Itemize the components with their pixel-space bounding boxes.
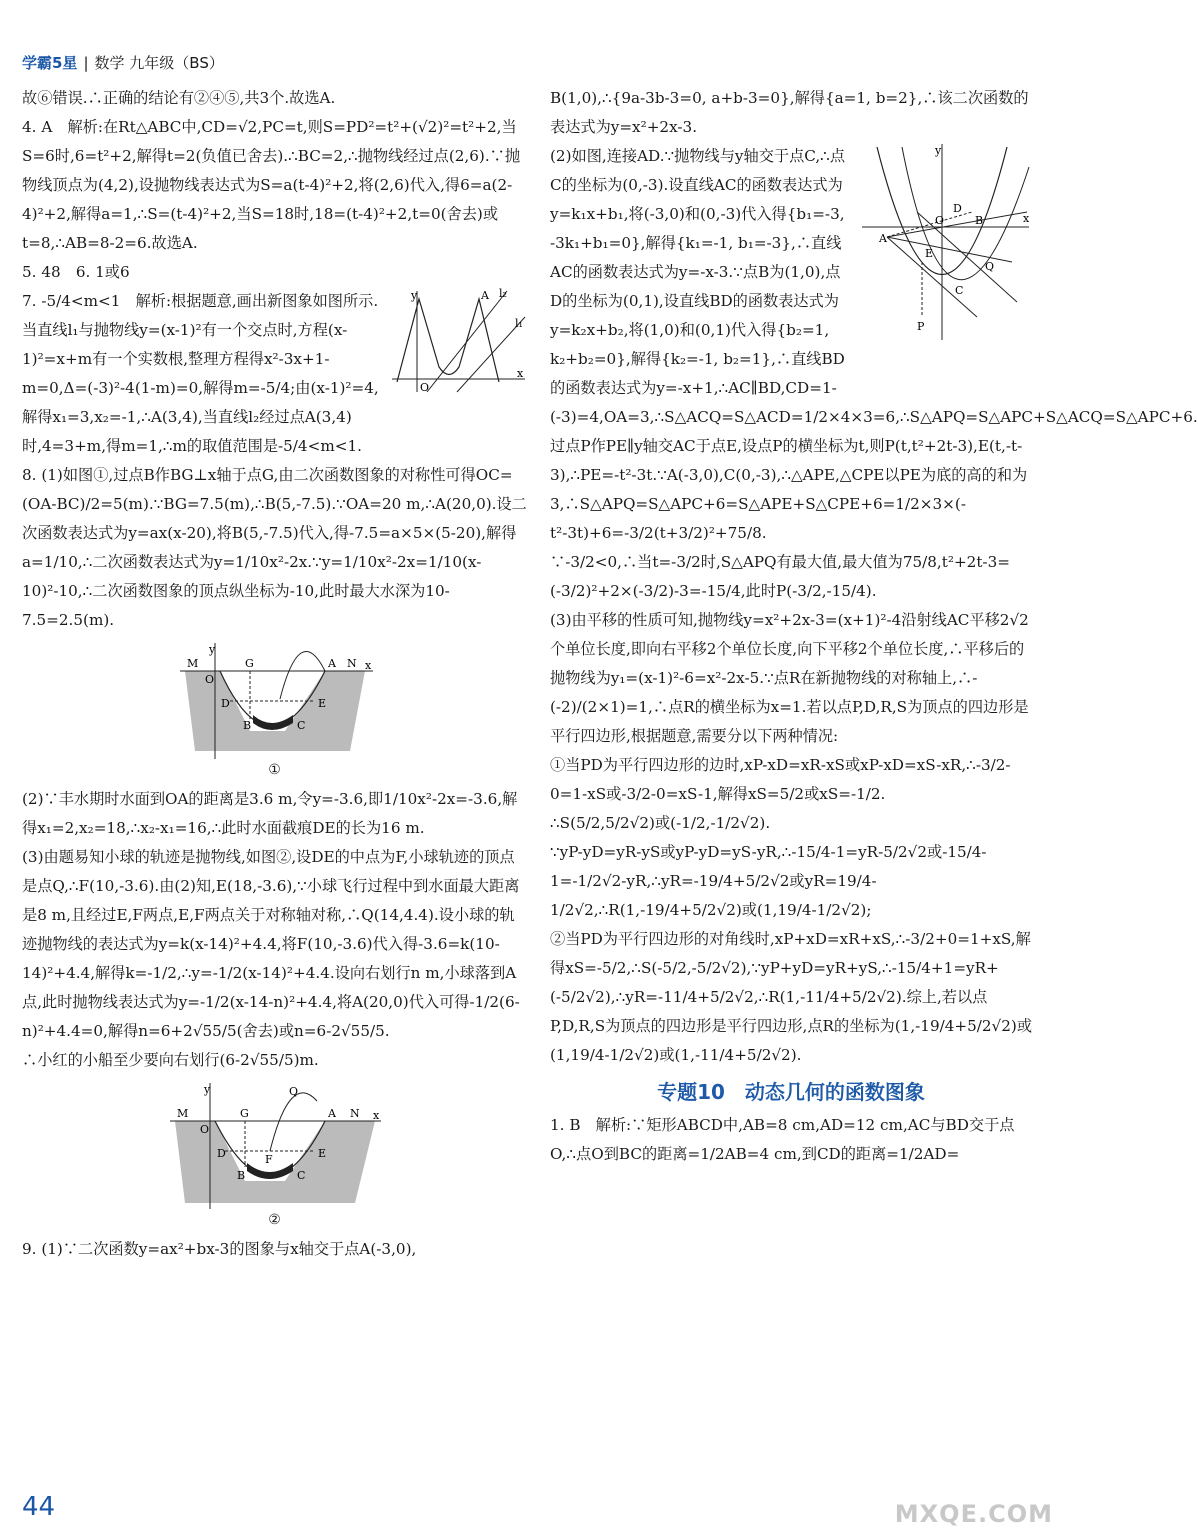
paragraph: 故⑥错误.∴正确的结论有②④⑤,共3个.故选A.	[22, 89, 336, 107]
fig-label: A	[327, 1107, 336, 1120]
fig-label: C	[296, 1169, 305, 1182]
paragraph: B(1,0),∴{9a-3b-3=0, a+b-3=0},解得{a=1, b=2},∴该二次函数的表达式为y=x²+2x-3.	[550, 89, 1029, 136]
fig-label: x	[364, 659, 371, 672]
fig-label: x	[517, 367, 524, 380]
fig-label: x	[372, 1109, 379, 1122]
paragraph: ∴小红的小船至少要向右划行(6-2√55/5)m.	[22, 1051, 319, 1069]
fig-label: E	[925, 247, 934, 260]
paragraph: 过点P作PE∥y轴交AC于点E,设点P的横坐标为t,则P(t,t²+2t-3),E(t,-t-3),∴PE=-t²-3t.∵A(-3,0),C(0,-3),∴△APE,△CPE以PE为底的高的和为3,∴S△APQ=S△APC+6=S△APE+S△CPE+6=1/2×3×(-t²-3t)+6=-3/2(t+3/2)²+75/8.	[550, 437, 1028, 542]
fig-label: y	[203, 1083, 210, 1096]
paragraph: ∴S(5/2,5/2√2)或(-1/2,-1/2√2).	[550, 814, 771, 832]
paragraph: ∵yP-yD=yR-yS或yP-yD=yS-yR,∴-15/4-1=yR-5/2√2或-15/4-1=-1/2√2-yR,∴yR=-19/4+5/2√2或yR=19/4-1/2√2,∴R(1,-19/4+5/2√2)或(1,19/4-1/2√2);	[550, 843, 987, 919]
paragraph: (2)如图,连接AD.∵抛物线与y轴交于点C,∴点C的坐标为(0,-3).设直线AC的函数表达式为y=k₁x+b₁,将(-3,0)和(0,-3)代入得{b₁=-3, -3k₁+b₁=0},解得{k₁=-1, b₁=-3},∴直线AC的函数表达式为y=-x-3.∵点B为(1,0),点D的坐标为(0,1),设直线BD的函数表达式为y=k₂x+b₂,将(1,0)和(0,1)代入得{b₂=1, k₂+b₂=0},解得{k₂=-1, b₂=1},∴直线BD的函数表达式为y=-x+1,∴AC∥BD,CD=1-(-3)=4,OA=3,∴S△ACQ=S△ACD=1/2×4×3=6,∴S△APQ=S△APC+S△ACQ=S△APC+6.	[550, 147, 1198, 426]
left-column	[22, 84, 527, 1264]
fig-label: B	[242, 719, 251, 732]
fig-label: G	[239, 1107, 249, 1120]
fig-label: l₁	[515, 317, 523, 330]
fig-label: N	[349, 1107, 360, 1120]
fig-label: D	[953, 202, 962, 215]
paragraph: ①当PD为平行四边形的边时,xP-xD=xR-xS或xP-xD=xS-xR,∴-3/2-0=1-xS或-3/2-0=xS-1,解得xS=5/2或xS=-1/2.	[550, 756, 1011, 803]
fig-label: l₂	[499, 287, 507, 300]
fig-label: B	[236, 1169, 245, 1182]
fig-label: M	[186, 657, 198, 670]
right-column	[550, 84, 1198, 1169]
paragraph: (2)∵丰水期时水面到OA的距离是3.6 m,令y=-3.6,即1/10x²-2x=-3.6,解得x₁=2,x₂=18,∴x₂-x₁=16,∴此时水面截痕DE的长为16 m.	[22, 790, 518, 837]
fig-label: E	[317, 1147, 326, 1160]
fig-label: O	[199, 1123, 209, 1136]
fig-label: C	[955, 284, 964, 297]
paragraph: 1. B 解析:∵矩形ABCD中,AB=8 cm,AD=12 cm,AC与BD交于点O,∴点O到BC的距离=1/2AB=4 cm,到CD的距离=1/2AD=	[550, 1116, 1015, 1163]
fig-label: M	[176, 1107, 188, 1120]
paragraph: (3)由题易知小球的轨迹是抛物线,如图②,设DE的中点为F,小球轨迹的顶点是点Q,∴F(10,-3.6).由(2)知,E(18,-3.6),∵小球飞行过程中到水面最大距离是8 m,且经过E,F两点,E,F两点关于对称轴对称,∴Q(14,4.4).设小球的轨迹抛物线的表达式为y=k(x-14)²+4.4,将F(10,-3.6)代入得-3.6=k(10-14)²+4.4,解得k=-1/2,∴y=-1/2(x-14)²+4.4.设向右划行n m,小球落到A点,此时抛物线表达式为y=-1/2(x-14-n)²+4.4,将A(20,0)代入可得-1/2(6-n)²+4.4=0,解得n=6+2√55/5(舍去)或n=6-2√55/5.	[22, 848, 520, 1040]
fig-label: y	[935, 144, 942, 157]
fig-label: N	[346, 657, 357, 670]
figure-caption: ②	[268, 1212, 281, 1228]
fig-label: O	[420, 381, 430, 394]
page-header: 学霸5星 | 数学 九年级（BS）	[22, 54, 224, 72]
paragraph: 9. (1)∵二次函数y=ax²+bx-3的图象与x轴交于点A(-3,0),	[22, 1240, 417, 1258]
figure-q7	[387, 287, 527, 407]
paragraph: 5. 48 6. 1或6	[22, 263, 130, 281]
figure-2	[22, 1081, 527, 1229]
fig-label: E	[317, 697, 326, 710]
fig-label: D	[220, 697, 230, 710]
fig-label: y	[208, 643, 215, 656]
fig-label: O	[204, 673, 214, 686]
fig-label: G	[244, 657, 254, 670]
figure-caption: ①	[268, 762, 281, 778]
fig-label: F	[264, 1153, 273, 1166]
paragraph: (3)由平移的性质可知,抛物线y=x²+2x-3=(x+1)²-4沿射线AC平移2√2个单位长度,即向右平移2个单位长度,向下平移2个单位长度,∴平移后的抛物线为y₁=(x-1)²-6=x²-2x-5.∵点R在新抛物线的对称轴上,∴-(-2)/(2×1)=1,∴点R的横坐标为x=1.若以点P,D,R,S为顶点的四边形是平行四边形,根据题意,需要分以下两种情况:	[550, 611, 1029, 745]
paragraph: ②当PD为平行四边形的对角线时,xP+xD=xR+xS,∴-3/2+0=1+xS,解得xS=-5/2,∴S(-5/2,-5/2√2),∵yP+yD=yR+yS,∴-15/4+1=yR+(-5/2√2),∴yR=-11/4+5/2√2,∴R(1,-11/4+5/2√2).综上,若以点P,D,R,S为顶点的四边形是平行四边形,点R的坐标为(1,-19/4+5/2√2)或(1,19/4-1/2√2)或(1,-11/4+5/2√2).	[550, 930, 1033, 1064]
fig-label: A	[879, 232, 887, 245]
fig-label: A	[327, 657, 336, 670]
subject-label: 数学	[94, 54, 125, 72]
fig-label: Q	[985, 260, 995, 273]
fig-label: y	[411, 289, 418, 302]
paragraph: ∵-3/2<0,∴当t=-3/2时,S△APQ有最大值,最大值为75/8,t²+2t-3=(-3/2)²+2×(-3/2)-3=-15/4,此时P(-3/2,-15/4).	[550, 553, 1010, 600]
fig-label: A	[481, 289, 489, 302]
fig-label: O	[935, 214, 945, 227]
fig-label: P	[917, 320, 925, 333]
paragraph: 4. A 解析:在Rt△ABC中,CD=√2,PC=t,则S=PD²=t²+(√2)²=t²+2,当S=6时,6=t²+2,解得t=2(负值已舍去).∴BC=2,∴抛物线经过点(2,6).∵抛物线顶点为(4,2),设抛物线表达式为S=a(t-4)²+2,将(2,6)代入,得6=a(2-4)²+2,解得a=1,∴S=(t-4)²+2,当S=18时,18=(t-4)²+2,t=0(舍去)或t=8,∴AB=8-2=6.故选A.	[22, 118, 521, 252]
figure-q9	[857, 142, 1032, 352]
brand-logo: 学霸5星	[22, 54, 78, 72]
fig-label: D	[216, 1147, 226, 1160]
fig-label: Q	[288, 1085, 298, 1098]
figure-1	[22, 641, 527, 779]
fig-label: x	[1023, 212, 1030, 225]
watermark: MXQE.COM	[894, 1500, 1053, 1528]
grade-label: 九年级（BS）	[129, 54, 224, 72]
section-title: 专题10 动态几何的函数图象	[657, 1080, 925, 1104]
page-number: 44	[22, 1492, 56, 1522]
paragraph: 7. -5/4<m<1 解析:根据题意,画出新图象如图所示.当直线l₁与抛物线y=(x-1)²有一个交点时,方程(x-1)²=x+m有一个实数根,整理方程得x²-3x+1-m=0,Δ=(-3)²-4(1-m)=0,解得m=-5/4;由(x-1)²=4,解得x₁=3,x₂=-1,∴A(3,4),当直线l₂经过点A(3,4)时,4=3+m,得m=1,∴m的取值范围是-5/4<m<1.	[22, 292, 379, 455]
fig-label: B	[975, 214, 984, 227]
paragraph: 8. (1)如图①,过点B作BG⊥x轴于点G,由二次函数图象的对称性可得OC=(OA-BC)/2=5(m).∵BG=7.5(m),∴B(5,-7.5).∵OA=20 m,∴A(20,0).设二次函数表达式为y=ax(x-20),将B(5,-7.5)代入,得-7.5=a×5×(5-20),解得a=1/10,∴二次函数表达式为y=1/10x²-2x.∵y=1/10x²-2x=1/10(x-10)²-10,∴二次函数图象的顶点纵坐标为-10,此时最大水深为10-7.5=2.5(m).	[22, 466, 527, 629]
fig-label: C	[296, 719, 305, 732]
